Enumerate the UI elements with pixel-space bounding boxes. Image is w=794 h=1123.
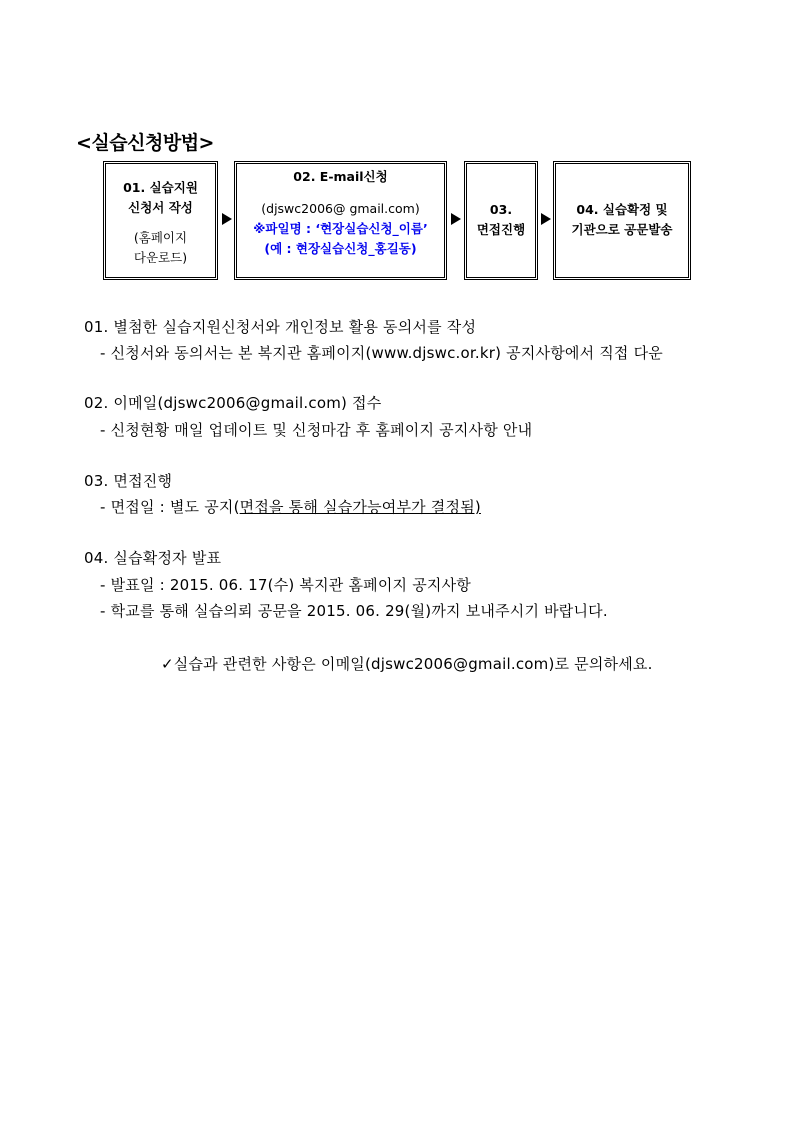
flow-step-2 xyxy=(234,161,447,280)
section-3-item-prefix: - 면접일 : 별도 공지( xyxy=(100,498,240,516)
step3-line2: 면접진행 xyxy=(476,222,526,237)
page-title: <실습신청방법> xyxy=(76,132,214,154)
section-1-heading: 01. 별첨한 실습지원신청서와 개인정보 활용 동의서를 작성 xyxy=(84,318,477,336)
step3-line1: 03. xyxy=(489,202,513,217)
section-3-item xyxy=(100,496,481,517)
section-4-heading: 04. 실습확정자 발표 xyxy=(84,549,222,567)
step2-email: (djswc2006@ gmail.com) xyxy=(261,201,420,216)
step1-line5: 다운로드) xyxy=(133,250,188,265)
step1-line1: 01. 실습지원 xyxy=(123,180,198,195)
step4-line1: 04. 실습확정 및 xyxy=(576,202,668,217)
section-4-item-2: - 학교를 통해 실습의뢰 공문을 2015. 06. 29(월)까지 보내주시기 바랍니다. xyxy=(100,602,608,620)
step1-line4: (홈페이지 xyxy=(133,230,188,245)
contact-note: ✓실습과 관련한 사항은 이메일(djswc2006@gmail.com)로 문의하세요. xyxy=(161,655,653,673)
arrow-icon xyxy=(541,213,551,225)
step1-line2: 신청서 작성 xyxy=(128,200,193,215)
section-1-item: - 신청서와 동의서는 본 복지관 홈페이지(www.djswc.or.kr) 공지사항에서 직접 다운 xyxy=(100,344,663,362)
step2-filename: ※파일명 : ‘현장실습신청_이름’ xyxy=(253,221,428,236)
section-2-item: - 신청현황 매일 업데이트 및 신청마감 후 홈페이지 공지사항 안내 xyxy=(100,421,533,439)
section-3-heading: 03. 면접진행 xyxy=(84,472,173,490)
step4-line2: 기관으로 공문발송 xyxy=(571,222,673,237)
flow-step-1 xyxy=(103,161,218,280)
step2-heading: 02. E-mail신청 xyxy=(293,169,388,184)
section-2-heading: 02. 이메일(djswc2006@gmail.com) 접수 xyxy=(84,394,382,412)
step2-example: (예 : 현장실습신청_홍길동) xyxy=(264,241,417,256)
arrow-icon xyxy=(222,213,232,225)
section-4-item-1: - 발표일 : 2015. 06. 17(수) 복지관 홈페이지 공지사항 xyxy=(100,576,471,594)
flow-step-4 xyxy=(553,161,691,280)
section-3-item-underlined: 면접을 통해 실습가능여부가 결정됨) xyxy=(239,498,481,516)
flow-step-3 xyxy=(464,161,538,280)
arrow-icon xyxy=(451,213,461,225)
